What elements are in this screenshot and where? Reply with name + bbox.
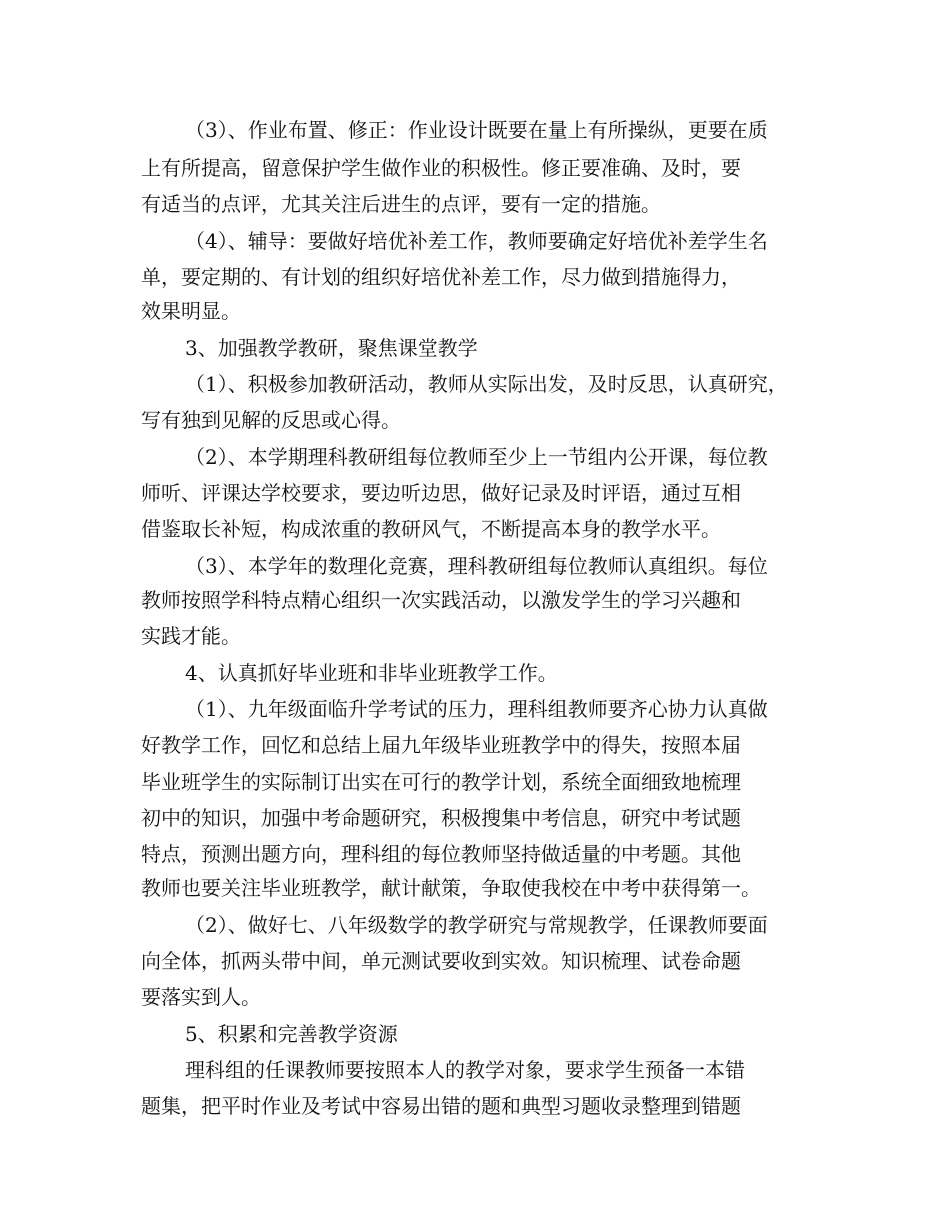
text-line-28: 题集，把平时作业及考试中容易出错的题和典型习题收录整理到错题	[141, 1094, 741, 1118]
text-line-23: （2）、做好七、八年级数学的教学研究与常规教学，任课教师要面	[185, 913, 768, 937]
text-line-11: 师听、评课达学校要求，要边听边思，做好记录及时评语，通过互相	[141, 481, 741, 505]
text-line-18: 好教学工作，回忆和总结上届九年级毕业班教学中的得失，按照本届	[141, 733, 741, 757]
text-line-22: 教师也要关注毕业班教学，献计献策，争取使我校在中考中获得第一。	[141, 876, 761, 900]
text-line-13: （3）、本学年的数理化竞赛，理科教研组每位教师认真组织。每位	[185, 554, 768, 578]
section-heading-5: 5、积累和完善教学资源	[185, 1022, 398, 1046]
text-line-12: 借鉴取长补短，构成浓重的教研风气，不断提高本身的教学水平。	[141, 517, 721, 541]
text-line-15: 实践才能。	[141, 624, 241, 648]
text-line-1: （3）、作业布置、修正：作业设计既要在量上有所操纵，更要在质	[185, 118, 768, 142]
text-line-17: （1）、九年级面临升学考试的压力，理科组教师要齐心协力认真做	[185, 697, 768, 721]
text-line-19: 毕业班学生的实际制订出实在可行的教学计划，系统全面细致地梳理	[141, 770, 741, 794]
text-line-6: 效果明显。	[141, 299, 241, 323]
section-heading-3: 3、加强教学教研，聚焦课堂教学	[185, 336, 478, 360]
text-line-4: （4）、辅导：要做好培优补差工作，教师要确定好培优补差学生名	[185, 229, 768, 253]
text-line-21: 特点，预测出题方向，理科组的每位教师坚持做适量的中考题。其他	[141, 842, 741, 866]
text-line-24: 向全体，抓两头带中间，单元测试要收到实效。知识梳理、试卷命题	[141, 949, 741, 973]
text-line-9: 写有独到见解的反思或心得。	[141, 408, 401, 432]
section-heading-4: 4、认真抓好毕业班和非毕业班教学工作。	[185, 661, 558, 685]
text-line-14: 教师按照学科特点精心组织一次实践活动，以激发学生的学习兴趣和	[141, 588, 741, 612]
text-line-5: 单，要定期的、有计划的组织好培优补差工作，尽力做到措施得力，	[141, 265, 741, 289]
text-line-25: 要落实到人。	[141, 985, 261, 1009]
text-line-27: 理科组的任课教师要按照本人的教学对象，要求学生预备一本错	[185, 1058, 745, 1082]
text-line-2: 上有所提高，留意保护学生做作业的积极性。修正要准确、及时，要	[141, 156, 741, 180]
text-line-3: 有适当的点评，尤其关注后进生的点评，要有一定的措施。	[141, 192, 661, 216]
text-line-10: （2）、本学期理科教研组每位教师至少上一节组内公开课，每位教	[185, 445, 768, 469]
text-line-20: 初中的知识，加强中考命题研究，积极搜集中考信息，研究中考试题	[141, 806, 741, 830]
text-line-8: （1）、积极参加教研活动，教师从实际出发，及时反思，认真研究，	[185, 372, 788, 396]
